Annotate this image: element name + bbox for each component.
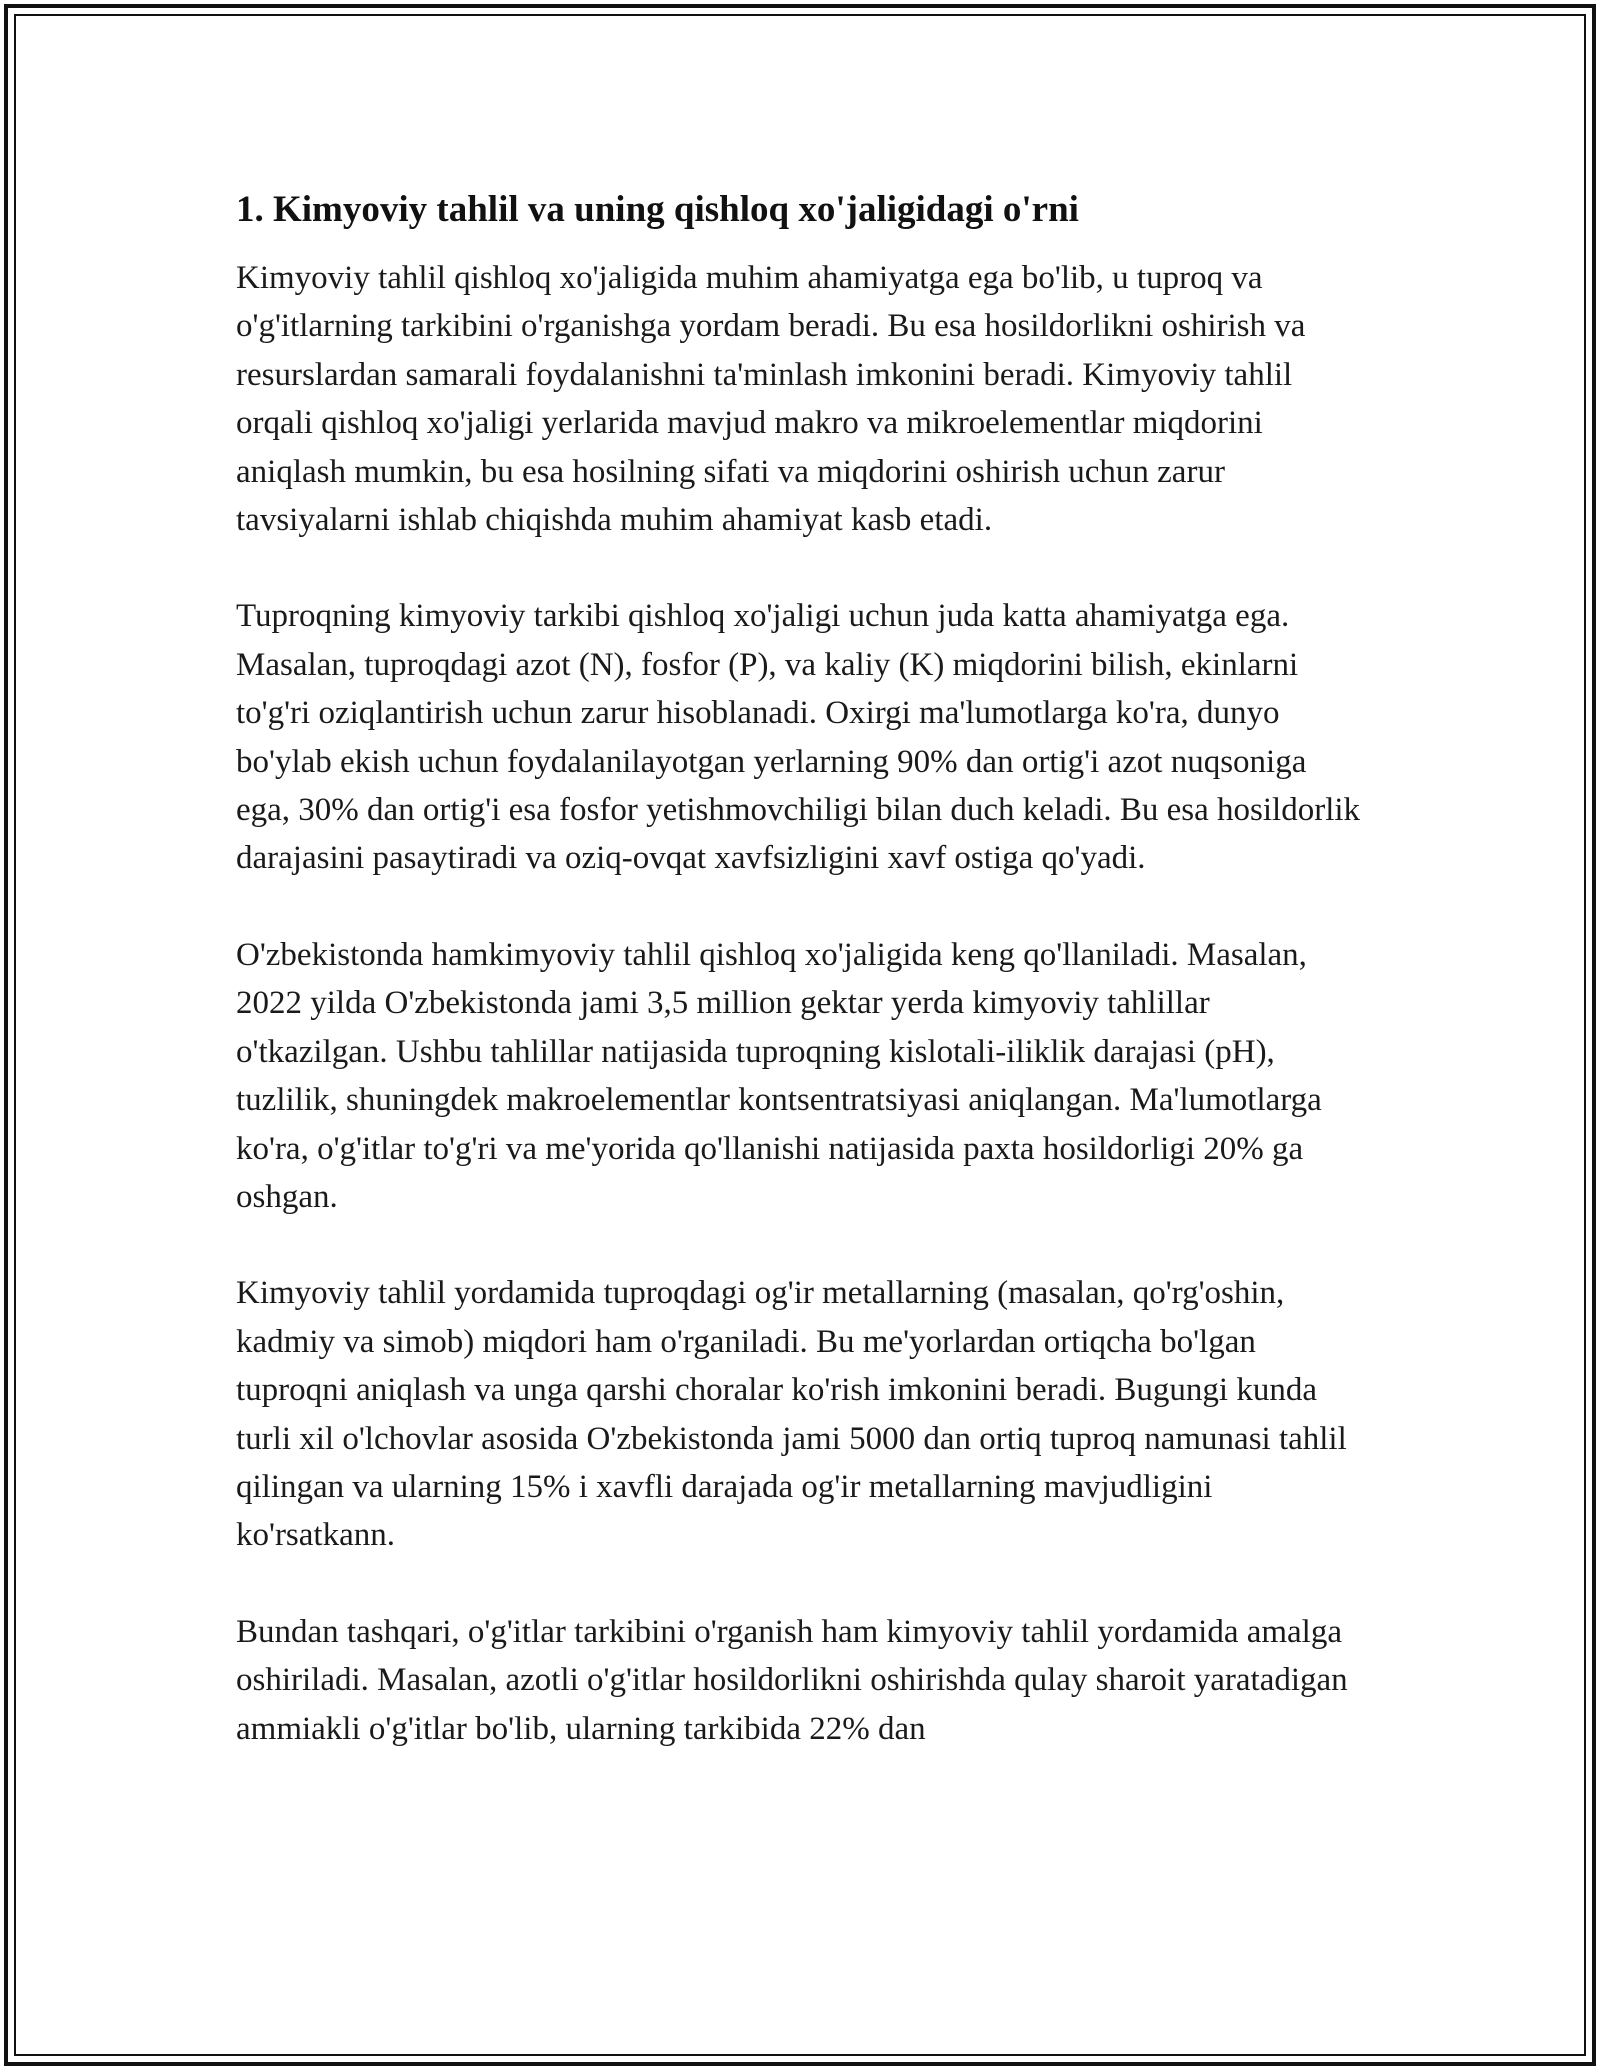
paragraph-2: Tuproqning kimyoviy tarkibi qishloq xo'jaligi uchun juda katta ahamiyatga ega. Masalan, tuproqdagi azot (N), fosfor (P), va kaliy (K) miqdorini bilish, ekinlarni to'g'ri oziqlantirish uchun zarur hisoblanadi. Oxirgi ma'lumotlarga ko'ra, dunyo bo'ylab ekish uchun foydalanilayotgan yerlarning 90% dan ortig'i azot nuqsoniga ega, 30% dan ortig'i esa fosfor yetishmovchiligi bilan duch keladi. Bu esa hosildorlik darajasini pasaytiradi va oziq-ovqat xavfsizligini xavf ostiga qo'yadi. <box>236 598 1361 877</box>
paragraph-1: Kimyoviy tahlil qishloq xo'jaligida muhim ahamiyatga ega bo'lib, u tuproq va o'g'itlarning tarkibini o'rganishga yordam beradi. Bu esa hosildorlikni oshirish va resurslardan samarali foydalanishni ta'minlash imkonini beradi. Kimyoviy tahlil orqali qishloq xo'jaligi yerlarida mavjud makro va mikroelementlar miqdorini aniqlash mumkin, bu esa hosilning sifati va miqdorini oshirish uchun zarur tavsiyalarni ishlab chiqishda muhim ahamiyat kasb etadi. <box>236 260 1306 539</box>
document-body <box>236 184 1366 1801</box>
paragraph-3: O'zbekistonda hamkimyoviy tahlil qishloq xo'jaligida keng qo'llaniladi. Masalan, 2022 yilda O'zbekistonda jami 3,5 million gektar yerda kimyoviy tahlillar o'tkazilgan. Ushbu tahlillar natijasida tuproqning kislotali-iliklik darajasi (pH), tuzlilik, shuningdek makroelementlar kontsentratsiyasi aniqlangan. Ma'lumotlarga ko'ra, o'g'itlar to'g'ri va me'yorida qo'llanishi natijasida paxta hosildorligi 20% ga oshgan. <box>236 936 1322 1215</box>
section-heading: 1. Kimyoviy tahlil va uning qishloq xo'jaligidagi o'rni <box>236 189 1079 230</box>
paragraph-5: Bundan tashqari, o'g'itlar tarkibini o'rganish ham kimyoviy tahlil yordamida amalga oshiriladi. Masalan, azotli o'g'itlar hosildorlikni oshirishda qulay sharoit yaratadigan ammiakli o'g'itlar bo'lib, ularning tarkibida 22% dan <box>236 1613 1348 1747</box>
paragraph-4: Kimyoviy tahlil yordamida tuproqdagi og'ir metallarning (masalan, qo'rg'oshin, kadmiy va simob) miqdori ham o'rganiladi. Bu me'yorlardan ortiqcha bo'lgan tuproqni aniqlash va unga qarshi choralar ko'rish imkonini beradi. Bugungi kunda turli xil o'lchovlar asosida O'zbekistonda jami 5000 dan ortiq tuproq namunasi tahlil qilingan va ularning 15% i xavfli darajada og'ir metallarning mavjudligini ko'rsatkann. <box>236 1275 1347 1554</box>
